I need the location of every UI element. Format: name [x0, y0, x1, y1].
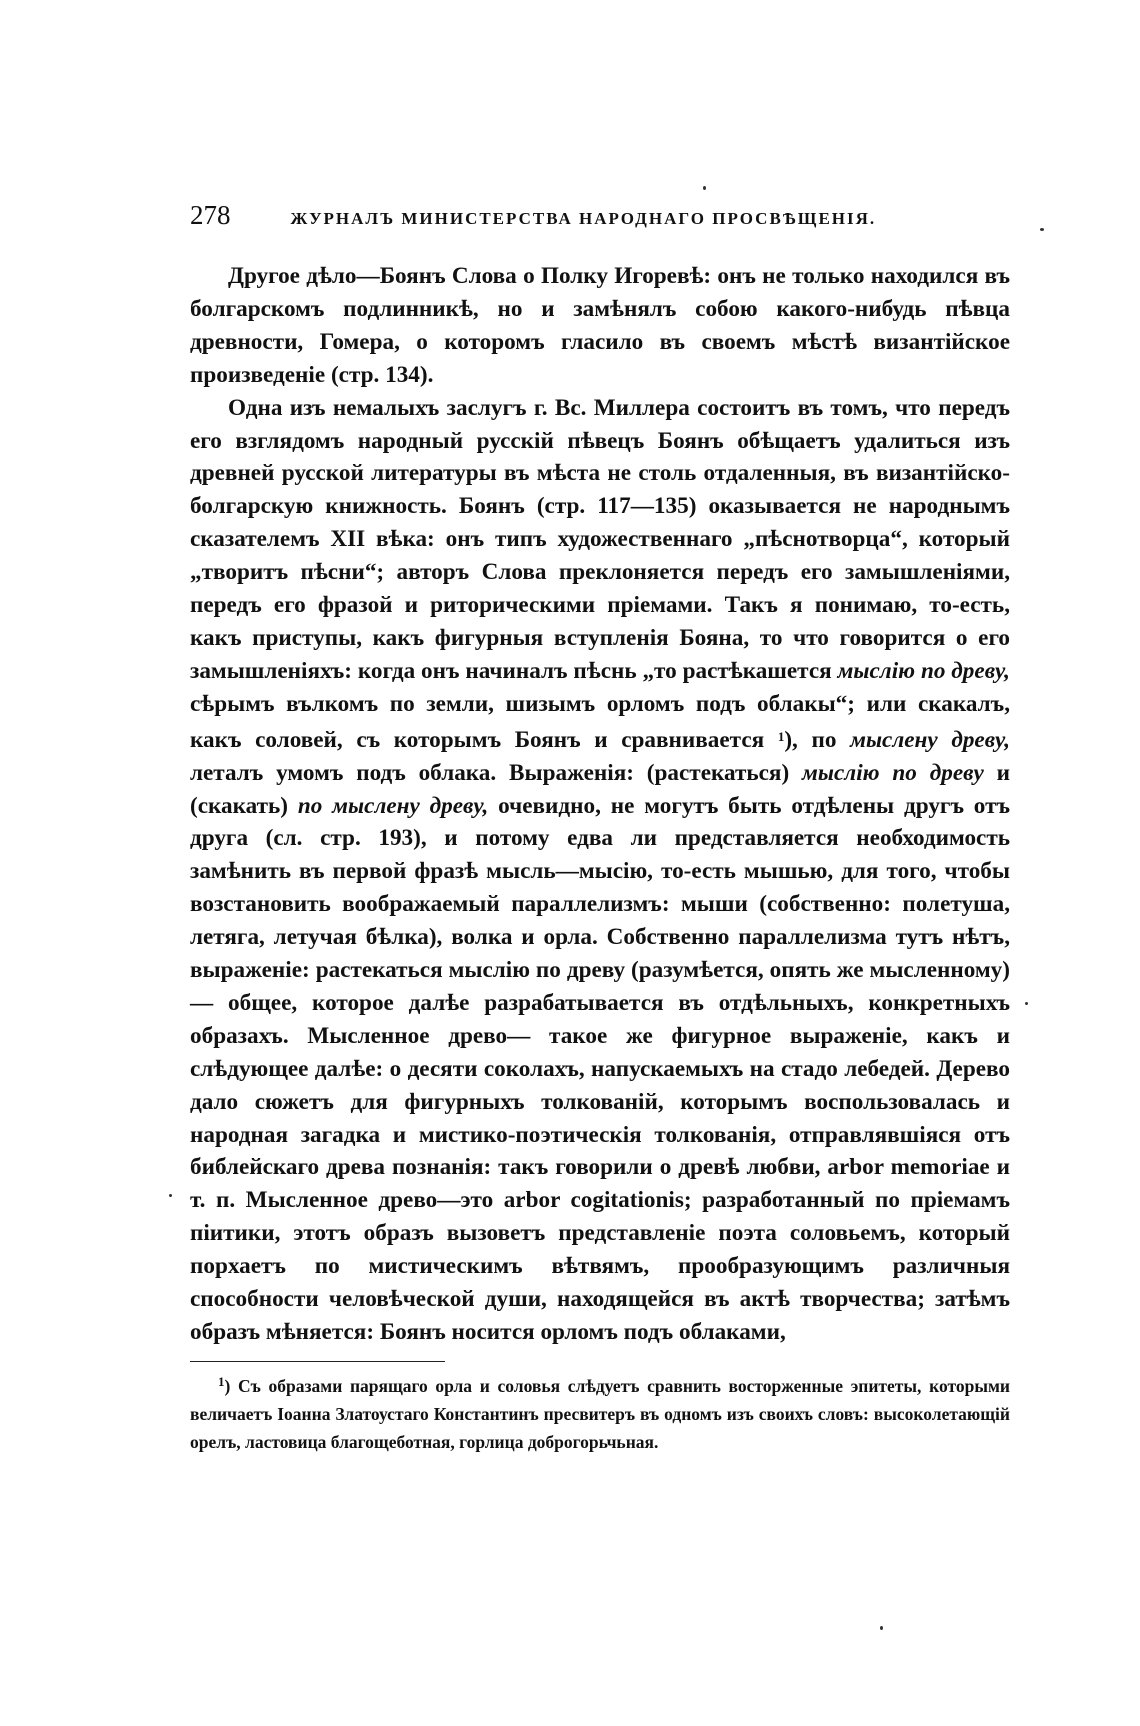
page-number: 278	[190, 200, 231, 230]
scan-speck	[1040, 228, 1044, 231]
text-run: леталъ умомъ подъ облака. Выраженія: (растекаться)	[190, 759, 803, 786]
footnote-rule	[190, 1361, 445, 1362]
text-run: ), по	[784, 726, 851, 753]
italic-quote: мыслену древу,	[850, 726, 1010, 753]
paragraph	[190, 260, 1010, 392]
footnote-text: ) Съ образами парящаго орла и соловья слѣдуетъ сравнить восторженные эпитеты, которыми величаетъ Іоанна Златоустаго Константинъ пресвитеръ въ одномъ изъ своихъ словъ: высоколетающій орелъ, ластовица благощеботная, горлица доброгорьчьная.	[190, 1375, 1010, 1452]
text-run: и (скакать)	[190, 759, 1010, 819]
scan-speck	[880, 1626, 883, 1630]
text-run: сѣрымъ вълкомъ по земли, шизымъ орломъ подъ облакы“; или скакалъ, какъ соловей, съ которымъ Боянъ и сравнивается	[190, 690, 1010, 753]
paragraph	[190, 392, 1010, 1349]
body-text	[190, 260, 1010, 1349]
scan-speck	[169, 1194, 172, 1197]
italic-quote: по мыслену древу,	[297, 792, 489, 819]
text-run: Другое дѣло—Боянъ Слова о Полку Игоревѣ: онъ не только находился въ болгарскомъ подлинникѣ, но и замѣнялъ собою какого-нибудь пѣвца древности, Гомера, о которомъ гласило въ своемъ мѣстѣ византійское произведеніе (стр. 134).	[190, 263, 1010, 388]
footnote-mark: 1	[218, 1373, 225, 1389]
journal-title: ЖУРНАЛЪ МИНИСТЕРСТВА НАРОДНАГО ПРОСВѢЩЕНІЯ.	[290, 209, 877, 228]
scan-speck	[1025, 1002, 1028, 1005]
italic-quote: мыслію по древу,	[837, 657, 1010, 684]
italic-quote: мыслію по древу	[802, 759, 984, 786]
scan-speck	[703, 186, 706, 190]
text-run: очевидно, не могутъ быть отдѣлены другъ отъ друга (сл. стр. 193), и потому едва ли представляется необходимость замѣнить въ первой фразѣ мысль—мысію, то-есть мышью, для того, чтобы возстановить воображаемый параллелизмъ: мыши (собственно: полетуша, летяга, летучая бѣлка), волка и орла. Собственно параллелизма тутъ нѣтъ, выраженіе: растекаться мыслію по древу (разумѣется, опять же мысленному) — общее, которое далѣе разрабатывается въ отдѣльныхъ, конкретныхъ образахъ. Мысленное древо— такое же фигурное выраженіе, какъ и слѣдующее далѣе: о десяти соколахъ, напускаемыхъ на стадо лебедей. Дерево дало сюжетъ для фигурныхъ толкованій, которымъ воспользовалась и народная загадка и мистико-поэтическія толкованія, отправлявшіяся отъ библейскаго древа познанія: такъ говорили о древѣ любви, arbor memoriae и т. п. Мысленное древо—это arbor cogitationis; разработанный по пріемамъ піитики, этотъ образъ вызоветъ представленіе поэта соловьемъ, который порхаетъ по мистическимъ вѣтвямъ, прообразующимъ различныя способности человѣческой души, находящейся въ актѣ творчества; затѣмъ образъ мѣняется: Боянъ носится орломъ подъ облаками,	[190, 792, 1011, 1345]
footnote	[190, 1368, 1010, 1456]
footnote-reference: 1	[777, 728, 785, 744]
running-head	[190, 200, 1010, 240]
text-run: Одна изъ немалыхъ заслугъ г. Вс. Миллера состоитъ въ томъ, что передъ его взглядомъ народный русскій пѣвецъ Боянъ обѣщаетъ удалиться изъ древней русской литературы въ мѣста не столь отдаленныя, въ византійско-болгарскую книжность. Боянъ (стр. 117—135) оказывается не народнымъ сказателемъ XII вѣка: онъ типъ художественнаго „пѣснотворца“, который „творитъ пѣсни“; авторъ Слова преклоняется передъ его замышленіями, передъ его фразой и риторическими пріемами. Такъ я понимаю, то-есть, какъ приступы, какъ фигурныя вступленія Бояна, то что говорится о его замышленіяхъ: когда онъ начиналъ пѣснь „то растѣкашется	[190, 394, 1010, 684]
book-page	[190, 200, 1010, 1456]
